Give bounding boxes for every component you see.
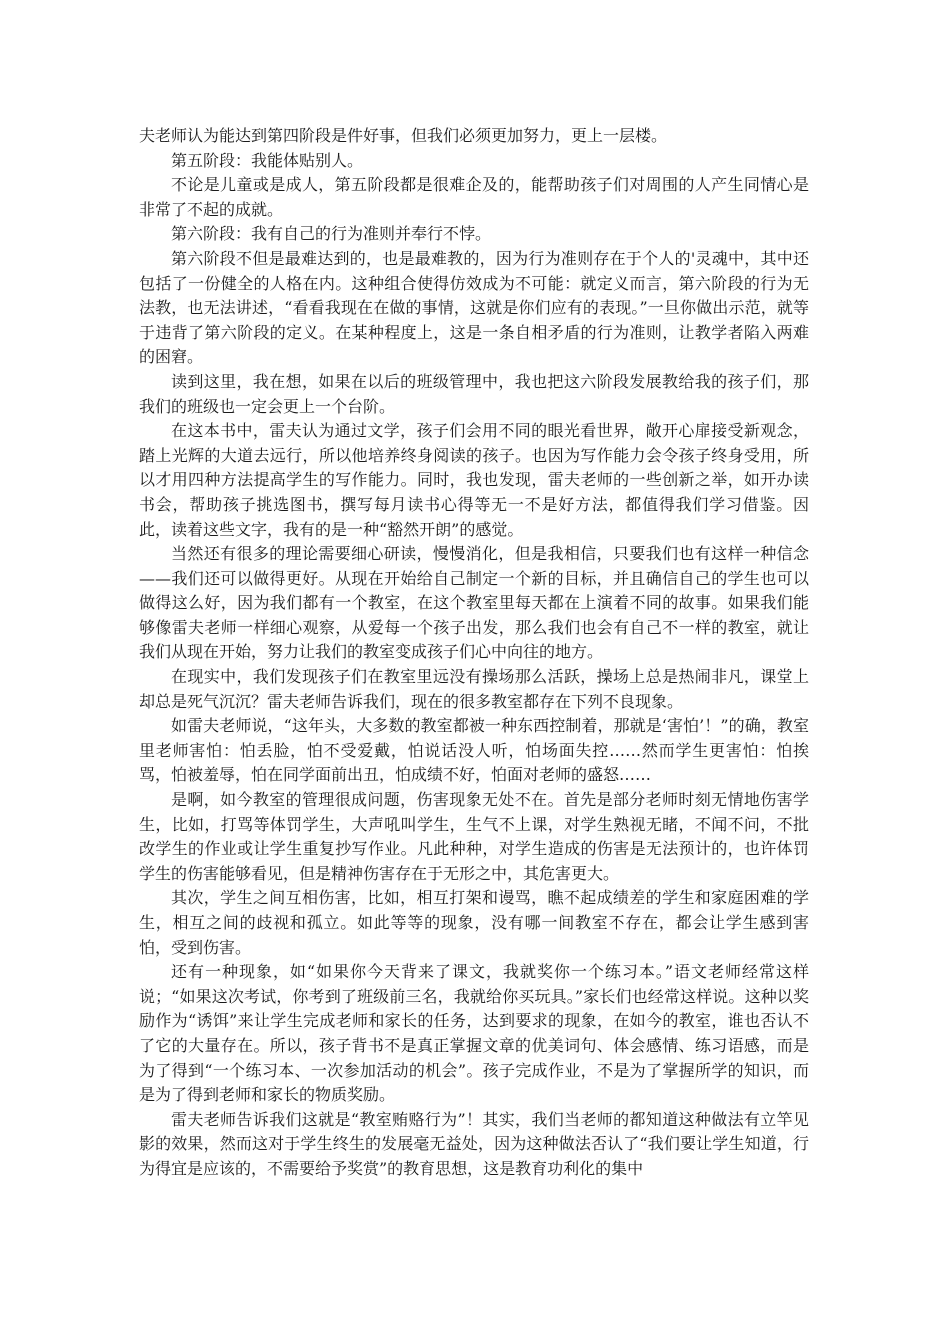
paragraph-7: 在这本书中，雷夫认为通过文学，孩子们会用不同的眼光看世界，敞开心扉接受新观念，踏上光辉的大道去远行，所以他培养终身阅读的孩子。也因为写作能力会令孩子终身受用，所以才用四种方法提高学生的写作能力。同时，我也发现，雷夫老师的一些创新之举，如开办读书会，帮助孩子挑选图书，撰写每月读书心得等无一不是好方法，都值得我们学习借鉴。因此，读着这些文字，我有的是一种“豁然开朗”的感觉。 bbox=[139, 421, 809, 539]
paragraph-3: 不论是儿童或是成人，第五阶段都是很难企及的，能帮助孩子们对周围的人产生同情心是非常了不起的成就。 bbox=[139, 175, 809, 219]
paragraph-6: 读到这里，我在想，如果在以后的班级管理中，我也把这六阶段发展教给我的孩子们，那我们的班级也一定会更上一个台阶。 bbox=[139, 371, 809, 416]
paragraph-9: 在现实中，我们发现孩子们在教室里远没有操场那么活跃，操场上总是热闹非凡，课堂上却总是死气沉沉？雷夫老师告诉我们，现在的很多教室都存在下列不良现象。 bbox=[139, 667, 809, 711]
document-body bbox=[139, 124, 809, 1182]
paragraph-8: 当然还有很多的理论需要细心研读，慢慢消化，但是我相信，只要我们也有这样一种信念——我们还可以做得更好。从现在开始给自己制定一个新的目标，并且确信自己的学生也可以做得这么好，因为我们都有一个教室，在这个教室里每天都在上演着不同的故事。如果我们能够像雷夫老师一样细心观察，从爱每一个孩子出发，那么我们也会有自己不一样的教室，就让我们从现在开始，努力让我们的教室变成孩子们心中向往的地方。 bbox=[139, 544, 809, 662]
paragraph-13: 还有一种现象，如“如果你今天背来了课文，我就奖你一个练习本。”语文老师经常这样说；“如果这次考试，你考到了班级前三名，我就给你买玩具。”家长们也经常这样说。这种以奖励作为“诱饵”来让学生完成老师和家长的任务，达到要求的现象，在如今的教室，谁也否认不了它的大量存在。所以，孩子背书不是真正掌握文章的优美词句、体会感情、练习语感，而是为了得到“一个练习本、一次参加活动的机会”。孩子完成作业，不是为了掌握所学的知识，而是为了得到老师和家长的物质奖励。 bbox=[139, 962, 809, 1105]
paragraph-2: 第五阶段：我能体贴别人。 bbox=[171, 150, 364, 170]
paragraph-11: 是啊，如今教室的管理很成问题，伤害现象无处不在。首先是部分老师时刻无情地伤害学生，比如，打骂等体罚学生，大声吼叫学生，生气不上课，对学生熟视无睹，不闻不问，不批改学生的作业或让学生重复抄写作业。凡此种种，对学生造成的伤害是无法预计的，也许体罚学生的伤害能够看见，但是精神伤害存在于无形之中，其危害更大。 bbox=[139, 790, 809, 883]
paragraph-5: 第六阶段不但是最难达到的，也是最难教的，因为行为准则存在于个人的'灵魂中，其中还包括了一份健全的人格在内。这种组合使得仿效成为不可能：就定义而言，第六阶段的行为无法教，也无法讲述，“看看我现在在做的事情，这就是你们应有的表现。”一旦你做出示范，就等于违背了第六阶段的定义。在某种程度上，这是一条自相矛盾的行为准则，让教学者陷入两难的困窘。 bbox=[139, 248, 809, 367]
paragraph-14: 雷夫老师告诉我们这就是“教室贿赂行为”！其实，我们当老师的都知道这种做法有立竿见影的效果，然而这对于学生终生的发展毫无益处，因为这种做法否认了“我们要让学生知道，行为得宜是应该的，不需要给予奖赏”的教育思想，这是教育功利化的集中 bbox=[139, 1109, 809, 1178]
paragraph-4: 第六阶段：我有自己的行为准则并奉行不悖。 bbox=[171, 224, 492, 244]
paragraph-10: 如雷夫老师说，“这年头，大多数的教室都被一种东西控制着，那就是‘害怕’！”的确，教室里老师害怕：怕丢脸，怕不受爱戴，怕说话没人听，怕场面失控……然而学生更害怕：怕挨骂，怕被羞辱，怕在同学面前出丑，怕成绩不好，怕面对老师的盛怒…… bbox=[139, 716, 809, 785]
paragraph-1: 夫老师认为能达到第四阶段是件好事，但我们必须更加努力，更上一层楼。 bbox=[139, 126, 668, 145]
paragraph-12: 其次，学生之间互相伤害，比如，相互打架和谩骂，瞧不起成绩差的学生和家庭困难的学生，相互之间的歧视和孤立。如此等等的现象，没有哪一间教室不存在，都会让学生感到害怕，受到伤害。 bbox=[139, 888, 809, 957]
